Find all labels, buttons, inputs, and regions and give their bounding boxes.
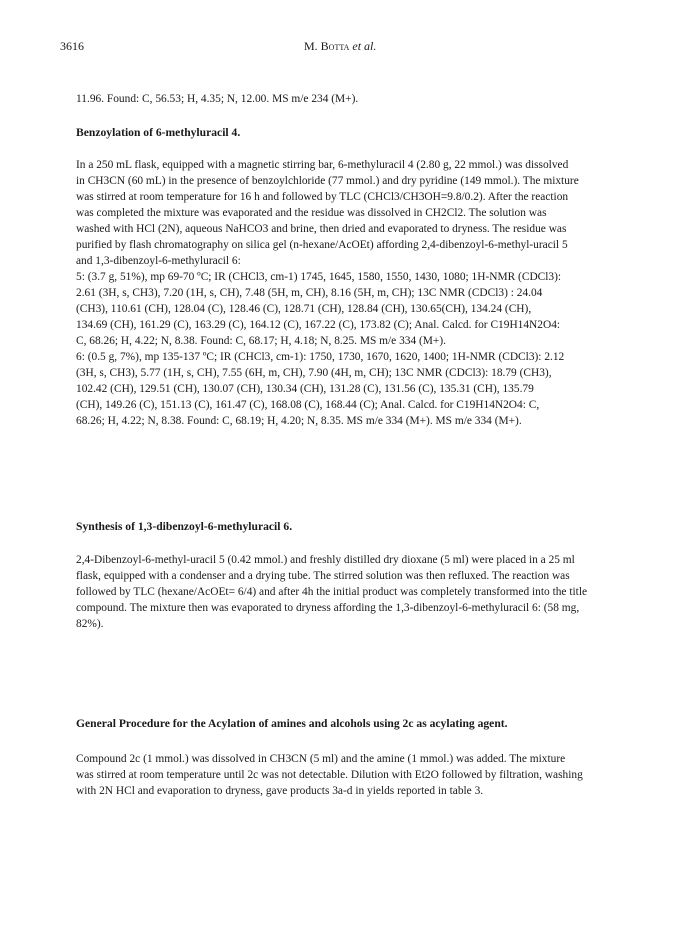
- text-line: 2.61 (3H, s, CH3), 7.20 (1H, s, CH), 7.48 (5H, m, CH), 8.16 (5H, m, CH); 13C NMR (CDCl3) : 24.04: [76, 287, 543, 299]
- text-line: 6: (0.5 g, 7%), mp 135-137 ºC; IR (CHCl3, cm-1): 1750, 1730, 1670, 1620, 1400; 1H-NMR (CDCl3): 2.12: [76, 351, 565, 363]
- section-heading-general-procedure: General Procedure for the Acylation of amines and alcohols using 2c as acylating agent.: [76, 717, 508, 730]
- author-surname: Botta: [320, 39, 350, 53]
- text-line: was completed the mixture was evaporated and the residue was dissolved in CH2Cl2. The solution was: [76, 207, 547, 219]
- section-heading-synthesis: Synthesis of 1,3-dibenzoyl-6-methyluracil 6.: [76, 520, 293, 533]
- text-line: (3H, s, CH3), 5.77 (1H, s, CH), 7.55 (6H, m, CH), 7.90 (4H, m, CH); 13C NMR (CDCl3): 18.79 (CH3),: [76, 367, 552, 379]
- text-line: washed with HCl (2N), aqueous NaHCO3 and brine, then dried and evaporated to dryness. The residue was: [76, 223, 567, 235]
- text-line: 5: (3.7 g, 51%), mp 69-70 ºC; IR (CHCl3, cm-1) 1745, 1645, 1580, 1550, 1430, 1080; 1H-NMR (CDCl3):: [76, 271, 562, 283]
- text-line: (CH3), 110.61 (CH), 128.04 (C), 128.46 (C), 128.71 (CH), 128.84 (CH), 130.65(CH), 134.24 (CH),: [76, 303, 532, 315]
- author-prefix: M.: [304, 39, 321, 53]
- section-body-synthesis: [76, 552, 624, 632]
- text-line: C, 68.26; H, 4.22; N, 8.38. Found: C, 68.17; H, 4.18; N, 8.25. MS m/e 334 (M+).: [76, 335, 446, 347]
- text-line: purified by flash chromatography on silica gel (n-hexane/AcOEt) affording 2,4-dibenzoyl-6-methyl-uracil 5: [76, 239, 568, 251]
- author-suffix: et al.: [349, 39, 377, 53]
- continuation-line: 11.96. Found: C, 56.53; H, 4.35; N, 12.00. MS m/e 234 (M+).: [76, 93, 359, 105]
- text-line: 102.42 (CH), 129.51 (CH), 130.07 (CH), 130.34 (CH), 131.28 (C), 131.56 (C), 135.31 (CH), 135.79: [76, 383, 534, 395]
- text-line: compound. The mixture then was evaporated to dryness affording the 1,3-dibenzoyl-6-methyluracil 6: (58 mg,: [76, 602, 580, 614]
- text-line: 2,4-Dibenzoyl-6-methyl-uracil 5 (0.42 mmol.) and freshly distilled dry dioxane (5 ml) were placed in a 25 ml: [76, 554, 575, 566]
- text-line: 68.26; H, 4.22; N, 8.38. Found: C, 68.19; H, 4.20; N, 8.35. MS m/e 334 (M+). MS m/e 334 (M+).: [76, 415, 522, 427]
- text-line: flask, equipped with a condenser and a drying tube. The stirred solution was then refluxed. The reaction was: [76, 570, 570, 582]
- text-line: In a 250 mL flask, equipped with a magnetic stirring bar, 6-methyluracil 4 (2.80 g, 22 mmol.) was dissolved: [76, 159, 569, 171]
- text-line: (CH), 149.26 (C), 151.13 (C), 161.47 (C), 168.08 (C), 168.44 (C); Anal. Calcd. for C19H14N2O4: C,: [76, 399, 540, 411]
- text-line: followed by TLC (hexane/AcOEt= 6/4) and after 4h the initial product was completely transformed into the title: [76, 586, 588, 598]
- text-line: was stirred at room temperature until 2c was not detectable. Dilution with Et2O followed by filtration, washing: [76, 769, 583, 781]
- page-number: 3616: [60, 39, 84, 53]
- section-heading-benzoylation: Benzoylation of 6-methyluracil 4.: [76, 126, 241, 139]
- text-line: Compound 2c (1 mmol.) was dissolved in CH3CN (5 ml) and the amine (1 mmol.) was added. The mixture: [76, 753, 566, 765]
- text-line: 134.69 (CH), 161.29 (C), 163.29 (C), 164.12 (C), 167.22 (C), 173.82 (C); Anal. Calcd. for C19H14N2O4:: [76, 319, 561, 331]
- text-line: with 2N HCl and evaporation to dryness, gave products 3a-d in yields reported in table 3.: [76, 785, 484, 797]
- text-line: 82%).: [76, 618, 104, 630]
- text-line: in CH3CN (60 mL) in the presence of benzoylchloride (77 mmol.) and dry pyridine (149 mmol.). The mixture: [76, 175, 579, 187]
- running-header-author: [304, 38, 376, 54]
- text-line: and 1,3-dibenzoyl-6-methyluracil 6:: [76, 255, 241, 267]
- text-line: was stirred at room temperature for 16 h and followed by TLC (CHCl3/CH3OH=9.8/0.2). After the reaction: [76, 191, 569, 203]
- section-body-general-procedure: [76, 751, 624, 799]
- section-body-benzoylation: [76, 157, 624, 429]
